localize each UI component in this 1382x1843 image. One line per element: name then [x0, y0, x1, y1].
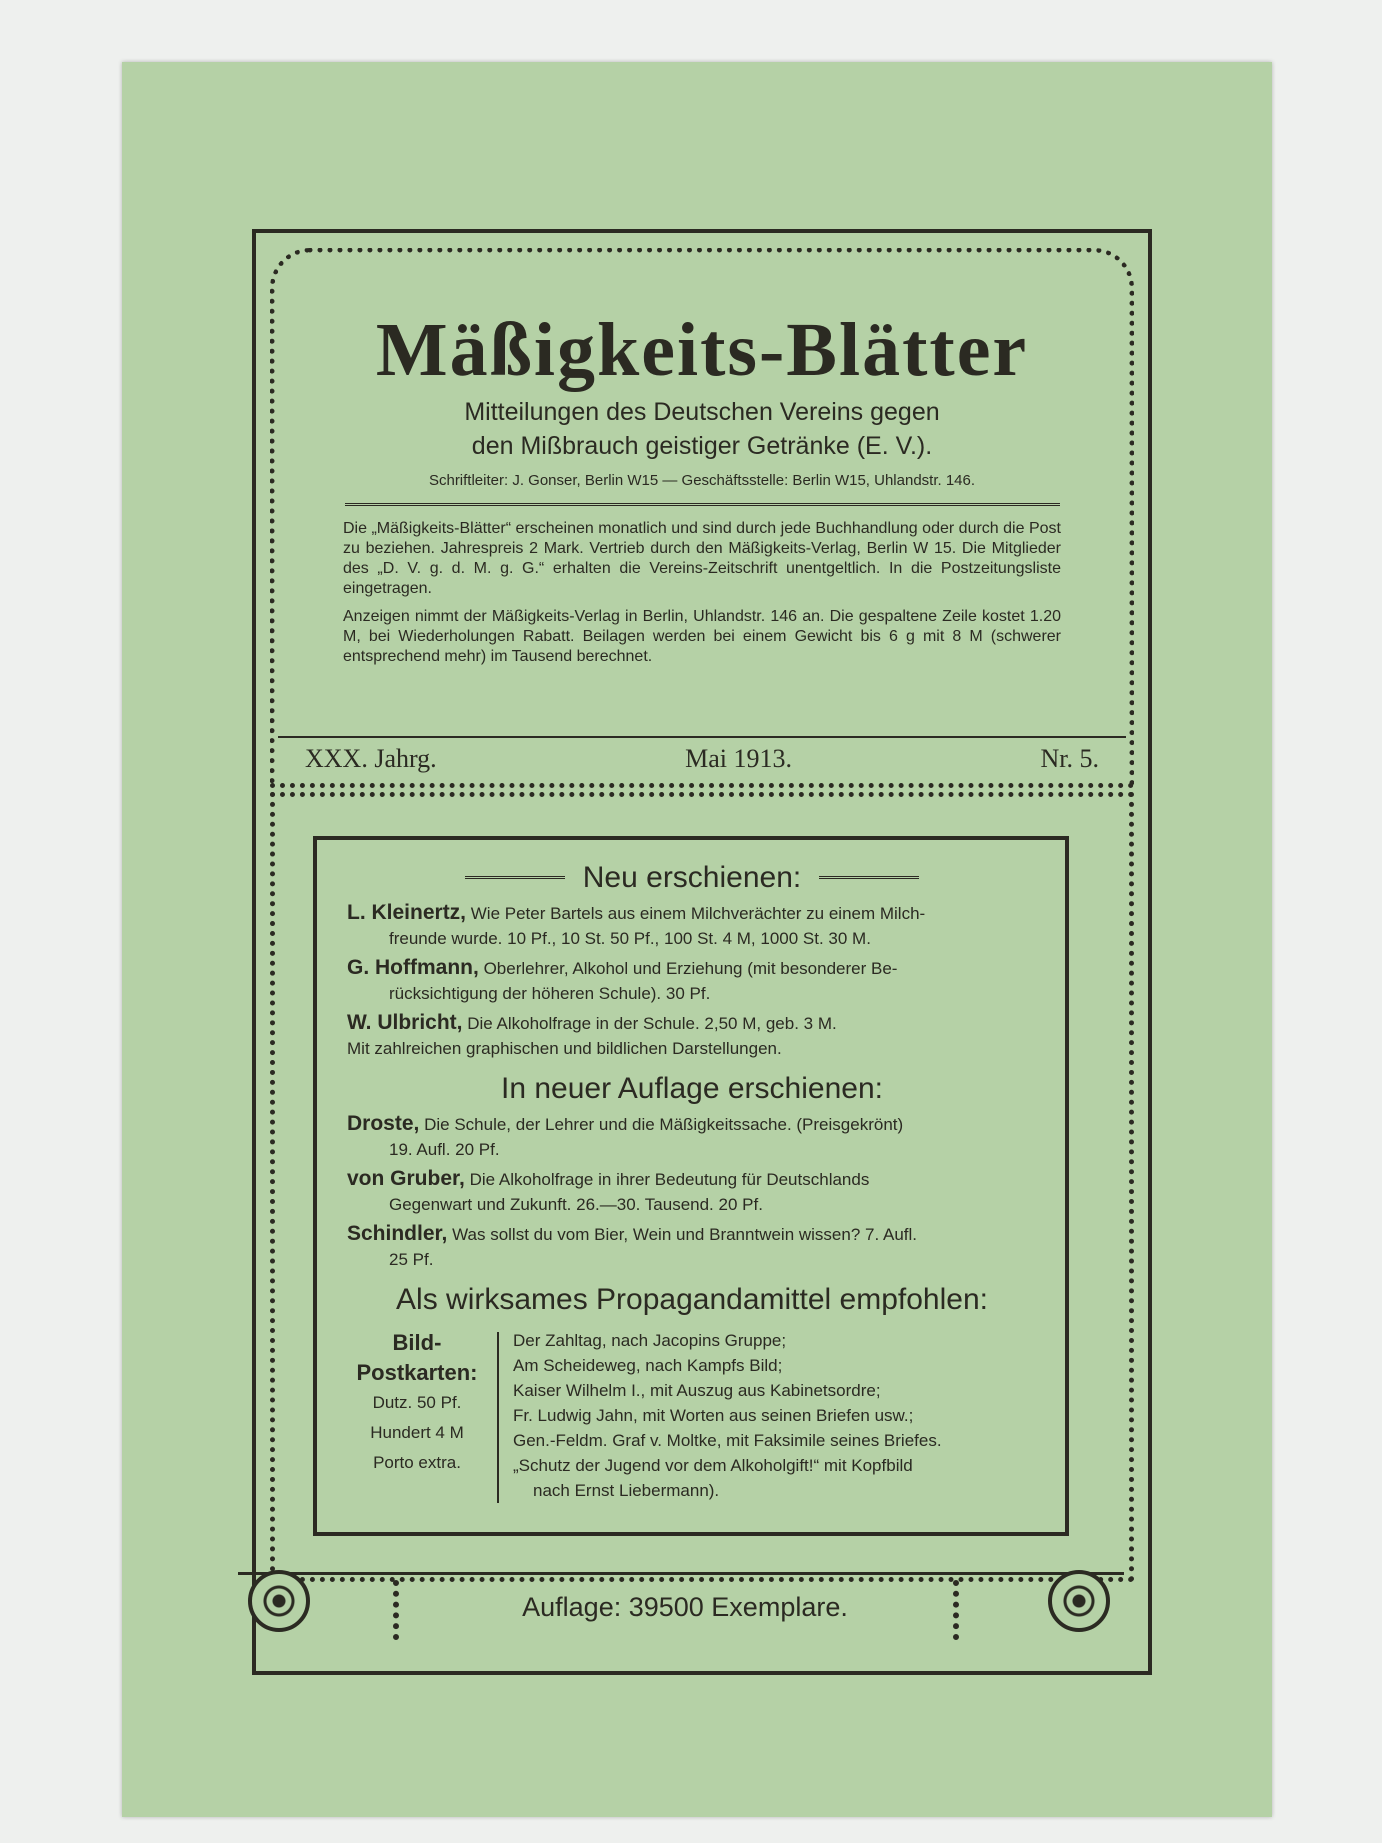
postcard-item: Kaiser Wilhelm I., mit Auszug aus Kabinetsordre; — [513, 1381, 881, 1400]
dotted-divider — [953, 1580, 959, 1640]
postcards-label-line-2: Postkarten: — [356, 1360, 478, 1385]
author: Schindler, — [347, 1222, 448, 1245]
decorative-rule — [819, 876, 919, 882]
postcard-item: Am Scheideweg, nach Kampfs Bild; — [513, 1356, 783, 1375]
entry-text: Wie Peter Bartels aus einem Milchverächter zu einem Milch- — [470, 904, 926, 923]
issue-date: Mai 1913. — [685, 744, 793, 773]
entry-text-continued: rücksichtigung der höheren Schule). 30 Pf. — [389, 984, 711, 1003]
author: Droste, — [347, 1112, 420, 1135]
brace-divider — [497, 1332, 499, 1503]
postcards-section — [347, 1328, 1037, 1503]
volume: XXX. Jahrg. — [305, 744, 437, 773]
dotted-divider — [393, 1580, 399, 1640]
entry-text-continued: freunde wurde. 10 Pf., 10 St. 50 Pf., 100 St. 4 M, 1000 St. 30 M. — [389, 929, 871, 948]
propaganda-heading: Als wirksames Propagandamittel empfohlen: — [396, 1283, 988, 1316]
postcards-label — [347, 1328, 487, 1503]
postage-note: Porto extra. — [373, 1453, 461, 1472]
rosette-ornament-left — [248, 1570, 310, 1632]
masthead-title: Mäßigkeits-Blätter — [375, 308, 1029, 392]
circulation: Auflage: 39500 Exemplare. — [522, 1592, 848, 1622]
issue-number: Nr. 5. — [1040, 744, 1099, 773]
entry-text-continued: 25 Pf. — [389, 1250, 434, 1269]
entry-text: Was sollst du vom Bier, Wein und Branntwein wissen? 7. Aufl. — [452, 1225, 917, 1244]
issue-line — [278, 736, 1126, 776]
masthead — [290, 305, 1114, 675]
new-titles-heading-text: Neu erschienen: — [582, 861, 802, 894]
postcard-item: Fr. Ludwig Jahn, mit Worten aus seinen Briefen usw.; — [513, 1406, 914, 1425]
entry-text: Die Alkoholfrage in der Schule. 2,50 M, geb. 3 M. — [467, 1014, 837, 1033]
subtitle-line-1: Mitteilungen des Deutschen Vereins gegen — [464, 398, 940, 426]
entry-text: Oberlehrer, Alkohol und Erziehung (mit besonderer Be- — [483, 959, 898, 978]
entry-text: Die Alkoholfrage in ihrer Bedeutung für Deutschlands — [469, 1170, 870, 1189]
entry-text-continued: Mit zahlreichen graphischen und bildlichen Darstellungen. — [347, 1039, 782, 1058]
price-dozen: Dutz. 50 Pf. — [372, 1393, 462, 1412]
postcard-item: Der Zahltag, nach Jacopins Gruppe; — [513, 1331, 787, 1350]
header-rule — [345, 503, 1060, 509]
author: L. Kleinertz, — [347, 901, 467, 924]
author: W. Ulbricht, — [347, 1011, 463, 1034]
list-item — [347, 1221, 1037, 1272]
advertising-info: Anzeigen nimmt der Mäßigkeits-Verlag in Berlin, Uhlandstr. 146 an. Die gespaltene Zeile kostet 1.20 M, bei Wiederholungen Rabatt. Beilagen werden bei einem Gewicht bis 6 g mit 8 M (schwerer entsprechend mehr) im Tausend berechnet. — [343, 608, 1061, 665]
decorative-rule — [465, 876, 565, 882]
list-item — [347, 900, 1037, 951]
announcement-box — [313, 836, 1069, 1536]
editor-line: Schriftleiter: J. Gonser, Berlin W15 — Geschäftsstelle: Berlin W15, Uhlandstr. 146. — [428, 472, 976, 489]
entry-text-continued: 19. Aufl. 20 Pf. — [389, 1140, 500, 1159]
author: von Gruber, — [347, 1167, 465, 1190]
postcard-item-continued: nach Ernst Liebermann). — [533, 1481, 720, 1500]
author: G. Hoffmann, — [347, 956, 479, 979]
new-editions-heading: In neuer Auflage erschienen: — [501, 1072, 883, 1105]
list-item — [347, 1111, 1037, 1162]
subscription-info: Die „Mäßigkeits-Blätter“ erscheinen monatlich und sind durch jede Buchhandlung oder durch die Post zu beziehen. Jahrespreis 2 Mark. Vertrieb durch den Mäßigkeits-Verlag, Berlin W 15. Die Mitglieder des „D. V. g. d. M. g. G.“ erhalten die Vereins-Zeitschrift unentgeltlich. In die Postzeitungsliste eingetragen. — [343, 520, 1061, 597]
entry-text-continued: Gegenwart und Zukunft. 26.—30. Tausend. 20 Pf. — [389, 1195, 763, 1214]
price-hundred: Hundert 4 M — [370, 1423, 464, 1442]
subtitle-line-2: den Mißbrauch geistiger Getränke (E. V.). — [471, 432, 933, 460]
entry-text: Die Schule, der Lehrer und die Mäßigkeitssache. (Preisgekrönt) — [424, 1115, 904, 1134]
postcard-item: „Schutz der Jugend vor dem Alkoholgift!“ mit Kopfbild — [513, 1456, 913, 1475]
list-item — [347, 1166, 1037, 1217]
list-item — [347, 955, 1037, 1006]
postcard-item: Gen.-Feldm. Graf v. Moltke, mit Faksimile seines Briefes. — [513, 1431, 942, 1450]
new-titles-heading — [347, 858, 1037, 898]
postcard-list — [513, 1328, 1037, 1503]
list-item — [347, 1010, 1037, 1061]
rosette-ornament-right — [1048, 1570, 1110, 1632]
postcards-label-line-1: Bild- — [392, 1330, 442, 1355]
